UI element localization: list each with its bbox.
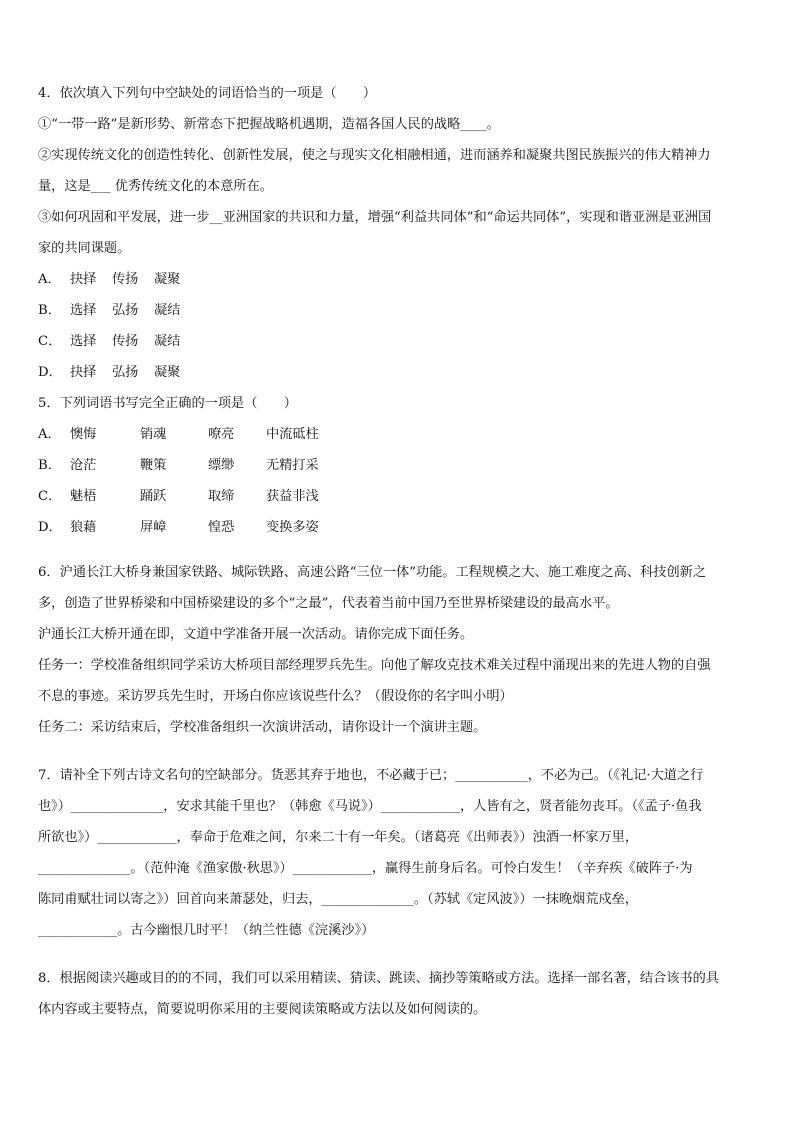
- question-7-line-2: 也》）______________，安求其能千里也？（韩愈《马说》）____________，人皆有之，贤者能勿丧耳。（《孟子·鱼我: [38, 799, 702, 814]
- question-4-option-d: D． 抉择 弘扬 凝聚: [38, 365, 181, 380]
- spacer: [38, 946, 760, 963]
- question-5-option-d: D． 狼藉 屏嶂 惶恐 变换多姿: [38, 520, 319, 535]
- question-7-line-5: 陈同甫赋壮词以寄之》）回首向来萧瑟处，归去，______________。（苏轼《定风波》）一抹晚烟荒戍垒，: [38, 892, 639, 907]
- question-6-para-1-line-1: 6．沪通长江大桥身兼国家铁路、城际铁路、高速公路“三位一体”功能。工程规模之大、施工难度之高、科技创新之: [38, 565, 707, 580]
- question-7-line-4: ______________。（范仲淹《渔家傲·秋思》）____________，赢得生前身后名。可怜白发生！（辛弃疾《破阵子·为: [38, 861, 693, 876]
- question-6-task-1-line-2: 不息的事迹。采访罗兵先生时，开场白你应该说些什么？（假设你的名字叫小明）: [38, 689, 513, 704]
- question-4-sentence-2-line-2: 量，这是___ 优秀传统文化的本意所在。: [38, 179, 273, 194]
- question-6-para-2: 沪通长江大桥开通在即，文道中学准备开展一次活动。请你完成下面任务。: [38, 627, 474, 642]
- question-4-sentence-3-line-2: 家的共同课题。: [38, 241, 131, 256]
- question-4-sentence-1: ①“一带一路”是新形势、新常态下把握战略机遇期，造福各国人民的战略____。: [38, 117, 500, 132]
- question-4-sentence-3-line-1: ③如何巩固和平发展，进一步__亚洲国家的共识和力量，增强“利益共同体”和“命运共同体”，实现和谐亚洲是亚洲国: [38, 210, 712, 225]
- spacer: [38, 743, 760, 760]
- question-7-line-3: 所欲也》）____________，奉命于危难之间，尔来二十有一年矣。（诸葛亮《出师表》）浊酒一杯家万里，: [38, 830, 639, 845]
- question-4-sentence-2-line-1: ②实现传统文化的创造性转化、创新性发展，使之与现实文化相融相通，进而涵养和凝聚共图民族振兴的伟大精神力: [38, 148, 711, 163]
- question-4-option-b: B． 选择 弘扬 凝结: [38, 303, 181, 318]
- question-7-line-1: 7．请补全下列古诗文名句的空缺部分。货恶其弃于地也，不必藏于已；___________，不必为己。（《礼记·大道之行: [38, 768, 704, 783]
- question-4: [38, 78, 760, 388]
- question-4-stem: 4．依次填入下列句中空缺处的词语恰当的一项是（ ）: [38, 86, 377, 101]
- question-7-line-6: ____________。古今幽恨几时平！（纳兰性德《浣溪沙》）: [38, 923, 375, 938]
- question-5-option-b: B． 沧茫 鞭策 缥缈 无精打采: [38, 458, 319, 473]
- question-5: [38, 388, 760, 543]
- question-6-task-1-line-1: 任务一：学校准备组织同学采访大桥项目部经理罗兵先生。向他了解攻克技术难关过程中涌现出来的先进人物的自强: [38, 658, 711, 673]
- question-6-task-2: 任务二：采访结束后，学校准备组织一次演讲活动，请你设计一个演讲主题。: [38, 720, 487, 735]
- question-8-line-1: 8．根据阅读兴趣或目的的不同，我们可以采用精读、猜读、跳读、摘抄等策略或方法。选择一部名著，结合该书的具: [38, 971, 719, 986]
- question-4-option-a: A． 抉择 传扬 凝聚: [38, 272, 181, 287]
- question-5-option-a: A． 懊悔 销魂 嘹亮 中流砥柱: [38, 427, 319, 442]
- question-8: [38, 963, 760, 1025]
- question-6-para-1-line-2: 多，创造了世界桥梁和中国桥梁建设的多个“之最”，代表着当前中国乃至世界桥梁建设的最高水平。: [38, 596, 619, 611]
- question-4-option-c: C． 选择 传扬 凝结: [38, 334, 181, 349]
- question-8-line-2: 体内容或主要特点，简要说明你采用的主要阅读策略或方法以及如何阅读的。: [38, 1002, 487, 1017]
- question-5-stem: 5．下列词语书写完全正确的一项是（ ）: [38, 396, 297, 411]
- question-7: [38, 760, 760, 946]
- exam-page: [38, 78, 760, 1025]
- spacer: [38, 543, 760, 557]
- question-6: [38, 557, 760, 743]
- question-5-option-c: C． 魅梧 踊跃 取缔 获益非浅: [38, 489, 319, 504]
